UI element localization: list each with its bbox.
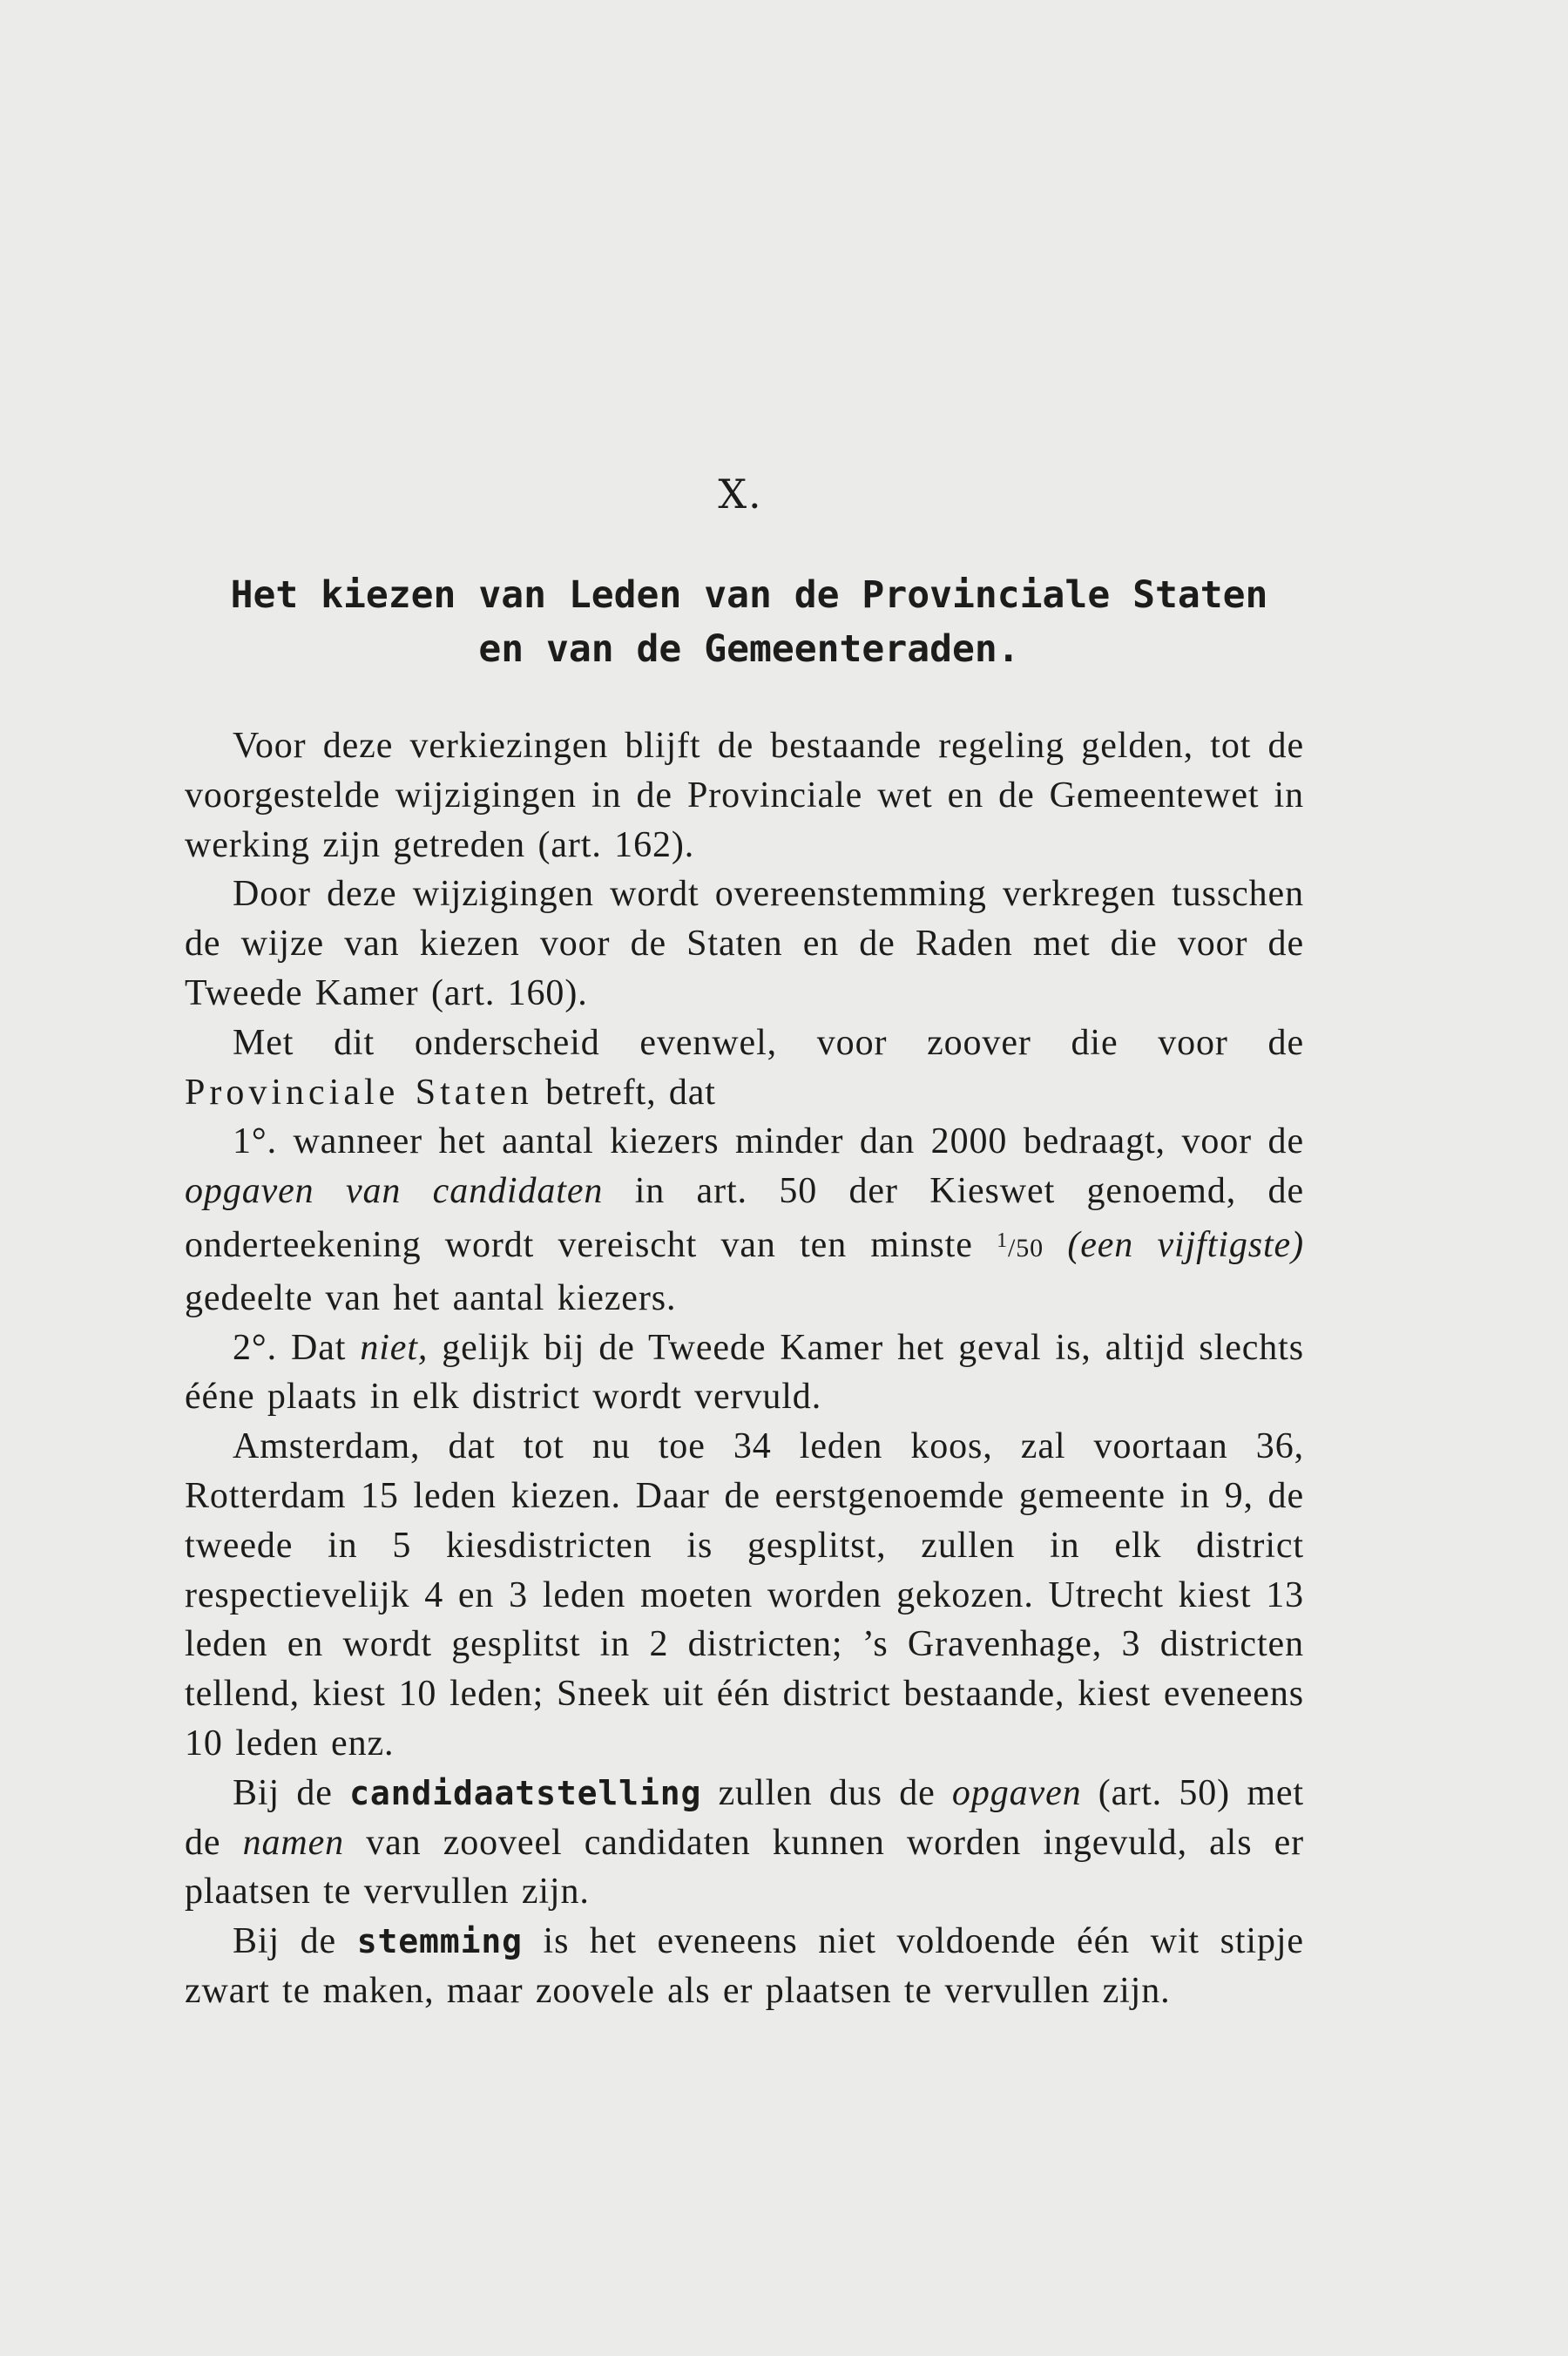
paragraph-5-text-a: 2°. Dat	[233, 1327, 347, 1368]
chapter-title-line-1: Het kiezen van Leden van de Provinciale Staten	[230, 573, 1268, 617]
paragraph-5	[185, 1324, 1304, 1423]
paragraph-3-text-a: Met dit onderscheid evenwel, voor zoover die voor de	[233, 1022, 1304, 1063]
paragraph-7-text-d: van zooveel candidaten kunnen worden ingevuld, als er plaatsen te vervullen zijn.	[185, 1822, 1305, 1913]
paragraph-7	[185, 1769, 1304, 1917]
paragraph-6	[185, 1422, 1304, 1769]
paragraph-6-text: Amsterdam, dat tot nu toe 34 leden koos, zal voortaan 36, Rotterdam 15 leden kiezen. Daar de eerstgenoemde gemeente in 9, de tweede in 5 kiesdistricten is gesplitst, zullen in elk district respectievelijk 4 en 3 leden moeten worden gekozen. Utrecht kiest 13 leden en wordt gesplitst in 2 districten; ’s Gravenhage, 3 districten tellend, kiest 10 leden; Sneek uit één district bestaande, kiest eveneens 10 leden enz.	[185, 1426, 1304, 1764]
paragraph-1	[185, 721, 1304, 870]
paragraph-7-text-c: (art. 50) met de	[185, 1772, 1304, 1863]
fraction-numerator: 1	[997, 1229, 1008, 1252]
paragraph-8-text-a: Bij de	[233, 1921, 337, 1962]
paragraph-4-text-b: in art. 50 der Kieswet genoemd, de onderteekening wordt vereischt van ten minste	[185, 1171, 1304, 1265]
paragraph-3-text-b: betreft, dat	[545, 1072, 716, 1113]
paragraph-8-bold-term: stemming	[356, 1922, 523, 1961]
chapter-title	[183, 568, 1315, 676]
body-text	[185, 721, 1304, 2016]
chapter-title-line-2: en van de Gemeenteraden.	[478, 627, 1020, 671]
paragraph-7-bold-term: candidaatstelling	[349, 1773, 702, 1812]
paragraph-4-italic-1: opgaven van candidaten	[185, 1171, 604, 1212]
fraction-denominator: /50	[1007, 1233, 1044, 1263]
paragraph-3-spaced-term: Provinciale Staten	[185, 1072, 533, 1113]
fraction	[997, 1229, 1044, 1263]
paragraph-4-text-a: 1°. wanneer het aantal kiezers minder dan 2000 bedraagt, voor de	[233, 1121, 1304, 1162]
paragraph-7-text-a: Bij de	[233, 1772, 333, 1813]
paragraph-4-italic-2: (een vijftigste)	[1067, 1224, 1304, 1265]
paragraph-1-text: Voor deze verkiezingen blijft de bestaande regeling gelden, tot de voorgestelde wijzigingen in de Provinciale wet en de Gemeentewet in werking zijn getreden (art. 162).	[185, 726, 1304, 865]
paragraph-2-text: Door deze wijzigingen wordt overeenstemming verkregen tusschen de wijze van kiezen voor de Staten en de Raden met die voor de Tweede Kamer (art. 160).	[185, 874, 1304, 1013]
paragraph-5-text-b: gelijk bij de Tweede Kamer het geval is, altijd slechts ééne plaats in elk district wordt vervuld.	[185, 1327, 1304, 1418]
paragraph-5-italic: niet,	[360, 1327, 429, 1368]
paragraph-7-italic-1: opgaven	[951, 1772, 1082, 1813]
paragraph-4	[185, 1117, 1304, 1323]
paragraph-2	[185, 870, 1304, 1018]
paragraph-7-text-b: zullen dus de	[718, 1772, 936, 1813]
paragraph-8-text-b: is het eveneens niet voldoende één wit stipje zwart te maken, maar zoovele als er plaatsen te vervullen zijn.	[185, 1921, 1304, 2011]
paragraph-4-text-c: gedeelte van het aantal kiezers.	[185, 1277, 677, 1318]
chapter-number: X.	[718, 471, 763, 518]
paragraph-8	[185, 1917, 1304, 2016]
paragraph-7-italic-2: namen	[242, 1822, 345, 1863]
paragraph-3	[185, 1019, 1304, 1118]
